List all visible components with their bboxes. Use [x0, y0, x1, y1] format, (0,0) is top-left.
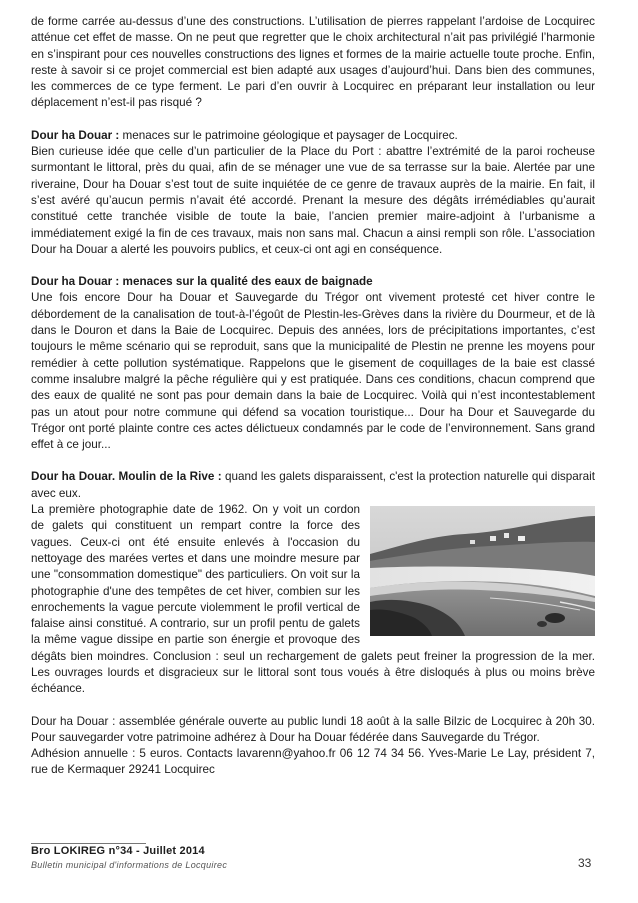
assemblee-generale-paragraph	[31, 714, 595, 779]
section-geologique-heading-rest: menaces sur le patrimoine géologique et paysager de Locquirec.	[119, 128, 458, 142]
bay-photograph-1962	[370, 506, 595, 636]
section-geologique-body: Bien curieuse idée que celle d’un particulier de la Place du Port : abattre l’extrémité de la paroi rocheuse surmontant le littoral, près du quai, afin de se ménager une vue de sa terrasse sur la baie. Alertée par une riveraine, Dour ha Douar s’est tout de suite inquiétée de ce genre de travaux auprès de la mairie. En fait, il s’est avéré qu’aucun permis n’avait été accordé. Prenant la mesure des dégâts irrémédiables qu’aurait constitué cette tranchée visible de toute la baie, l’ancien premier maire-adjoint à l’urbanisme a immédiatement exigé la fin de ces travaux, mais non sans mal. Chacun a ainsi rempli son rôle. L’association Dour ha Douar a alerté les pouvoirs publics, et ceux-ci ont agi en conséquence.	[31, 145, 595, 256]
section-geologique-heading: Dour ha Douar :	[31, 128, 120, 142]
footer-divider	[31, 843, 146, 844]
section-moulin-heading: Dour ha Douar. Moulin de la Rive :	[31, 470, 222, 484]
adhesion-contact-text: Adhésion annuelle : 5 euros. Contacts lavarenn@yahoo.fr 06 12 74 34 56. Yves-Marie Le Lay, président 7, rue de Kermaquer 29241 Locquirec	[31, 747, 595, 777]
section-baignade-heading: Dour ha Douar : menaces sur la qualité des eaux de baignade	[31, 275, 373, 289]
section-baignade-body: Une fois encore Dour ha Douar et Sauvegarde du Trégor ont vivement protesté cet hiver contre le débordement de la canalisation de tout-à-l’égoût de Plestin-les-Grèves dans la rivière du Dourmeur, et de là dans le Douron et dans la Baie de Locquirec. Depuis des années, lors de précipitations importantes, c’est toujours le même scénario qui se reproduit, sans que la municipalité de Plestin ne prenne les moyens pour remédier à cette pollution systématique. Rappelons que le gisement de coquillages de la baie est classé comme insalubre malgré la pêche régulière qui y est pratiquée. Dans ces conditions, chacun comprend que des eaux de qualité ne sont pas pour demain dans la baie de Locquirec. Voilà qui n’est incontestablement pas un atout pour notre commune qui défend sa vocation touristique... Dour ha Dour et Sauvegarde du Trégor ont porté plainte contre ces actes délictueux condamnés par le code de l’environnement. Sans grand effet à ce jour...	[31, 291, 595, 452]
footer-publication-title: Bro LOKIREG n°34 - Juillet 2014	[31, 845, 205, 857]
intro-paragraph: de forme carrée au-dessus d’une des constructions. L’utilisation de pierres rappelant l’ardoise de Locquirec atténue cet effet de masse. On ne peut que regretter que le choix architectural n’ait pas privilégié l’harmonie en s’inspirant pour ces nouvelles constructions des lignes et formes de la mairie actuelle toute proche. Enfin, reste à savoir si ce projet commercial est bien adapté aux usages d’aujourd’hui. Dans bien des communes, les commerces de ce type ferment. Le pari d’en ouvrir à Locquirec en préparant leur installation ou leur déplacement n’est-il pas risqué ?	[31, 15, 595, 110]
section-baignade	[31, 274, 595, 453]
footer-publication-subtitle: Bulletin municipal d'informations de Locquirec	[31, 860, 228, 870]
assemblee-generale-text: Dour ha Douar : assemblée générale ouverte au public lundi 18 août à la salle Bilzic de Locquirec à 20h 30. Pour sauvegarder votre patrimoine adhérez à Dour ha Douar fédérée dans Sauvegarde du Trégor.	[31, 714, 595, 744]
section-moulin-body: La première photographie date de 1962. On y voit un cordon de galets qui constituent un rempart contre la force des vagues. Ceux-ci ont été ensuite enlevés à l'occasion du nettoyage des marées vertes et dans une moindre mesure par une "consommation domestique" des particuliers. On voit sur la photographie d'une des tempêtes de cet hiver, combien sur les enrochements la vague percute violemment le profil vertical de falaise ainsi constitué. A contrario, sur un profil pentu de galets la même vague dissipe en partie son énergie et provoque des dégâts bien moindres. Conclusion : seul un rechargement de galets peut freiner la progression de la mer. Les ouvrages lourds et disgracieux sur le littoral sont tous voués à être disloqués à plus ou moins brève échéance.	[31, 503, 595, 696]
section-moulin-heading-paragraph	[31, 469, 595, 502]
article-body	[31, 14, 595, 779]
section-moulin-heading-rest: quand les galets disparaissent, c'est la protection naturelle qui disparait avec eux.	[31, 470, 595, 500]
page-number: 33	[578, 856, 592, 870]
section-geologique	[31, 128, 595, 258]
